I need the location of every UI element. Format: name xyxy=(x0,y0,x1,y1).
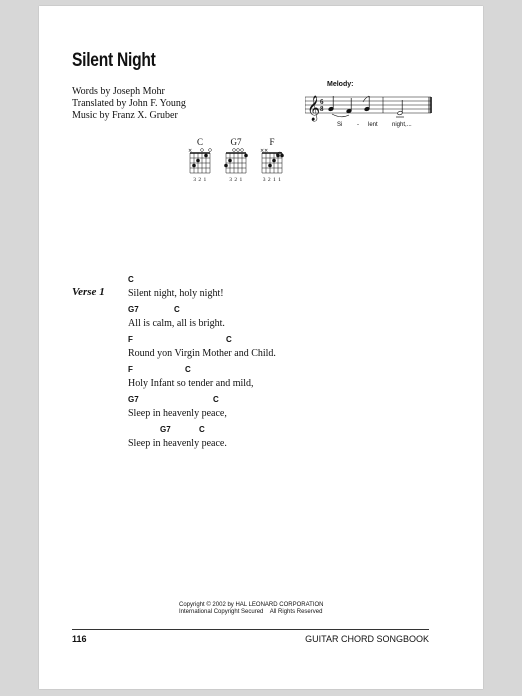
chord-symbol: F xyxy=(128,335,133,344)
lyric-text: All is calm, all is bright. xyxy=(128,318,225,329)
book-title: GUITAR CHORD SONGBOOK xyxy=(305,634,429,644)
verse-label: Verse 1 xyxy=(72,286,105,298)
chord-fingering: 3 2 1 xyxy=(229,177,243,183)
lyric-text: Silent night, holy night! xyxy=(128,288,224,299)
svg-text:×: × xyxy=(188,148,193,154)
chord-symbol: C xyxy=(174,305,180,314)
svg-text:×: × xyxy=(260,148,265,154)
melody-label: Melody: xyxy=(327,81,354,88)
page-number: 116 xyxy=(72,634,87,644)
song-credits xyxy=(72,86,186,122)
chord-diagram-name: F xyxy=(269,137,275,147)
melody-lyric: night,... xyxy=(392,122,412,128)
lyric-line xyxy=(128,365,276,395)
lyricist-credit: Words by Joseph Mohr xyxy=(72,86,165,97)
composer-credit: Music by Franz X. Gruber xyxy=(72,110,178,121)
melody-lyric: Si xyxy=(337,122,343,128)
footer-rule xyxy=(72,629,429,630)
chord-symbol: C xyxy=(185,365,191,374)
lyric-line xyxy=(128,395,276,425)
chord-fingering: 3 2 1 1 xyxy=(262,177,282,183)
lyric-text: Holy Infant so tender and mild, xyxy=(128,378,254,389)
lyric-text: Sleep in heavenly peace, xyxy=(128,408,227,419)
melody-lyric: lent xyxy=(368,122,378,128)
chord-symbol: G7 xyxy=(128,395,139,404)
chord-grid xyxy=(256,147,288,177)
lyric-line xyxy=(128,275,276,305)
chord-fingering: 3 2 1 xyxy=(193,177,207,183)
chord-symbol: G7 xyxy=(128,305,139,314)
song-title: Silent Night xyxy=(72,50,156,71)
svg-text:6: 6 xyxy=(320,98,324,106)
lyric-line xyxy=(128,335,276,365)
copyright-line: International Copyright Secured All Rights Reserved xyxy=(179,609,323,615)
chord-symbol: G7 xyxy=(160,425,171,434)
melody-lyric: - xyxy=(357,122,359,128)
chord-grid xyxy=(184,147,216,177)
copyright-line: Copyright © 2002 by HAL LEONARD CORPORATION xyxy=(179,602,324,608)
chord-symbol: C xyxy=(199,425,205,434)
chord-diagram-name: C xyxy=(196,137,203,147)
verse-lyrics xyxy=(128,275,276,455)
chord-diagram-name: G7 xyxy=(230,137,242,147)
chord-grid xyxy=(220,147,252,177)
chord-symbol: C xyxy=(213,395,219,404)
lyric-text: Round yon Virgin Mother and Child. xyxy=(128,348,276,359)
songbook-page xyxy=(39,6,483,689)
chord-symbol: F xyxy=(128,365,133,374)
copyright-notice xyxy=(179,602,323,616)
lyric-line xyxy=(128,305,276,335)
translator-credit: Translated by John F. Young xyxy=(72,98,186,109)
svg-text:𝄞: 𝄞 xyxy=(307,96,321,121)
chord-symbol: C xyxy=(226,335,232,344)
svg-text:8: 8 xyxy=(320,105,324,113)
lyric-line xyxy=(128,425,276,455)
chord-symbol: C xyxy=(128,275,134,284)
svg-text:×: × xyxy=(264,148,269,154)
lyric-text: Sleep in heavenly peace. xyxy=(128,438,227,449)
